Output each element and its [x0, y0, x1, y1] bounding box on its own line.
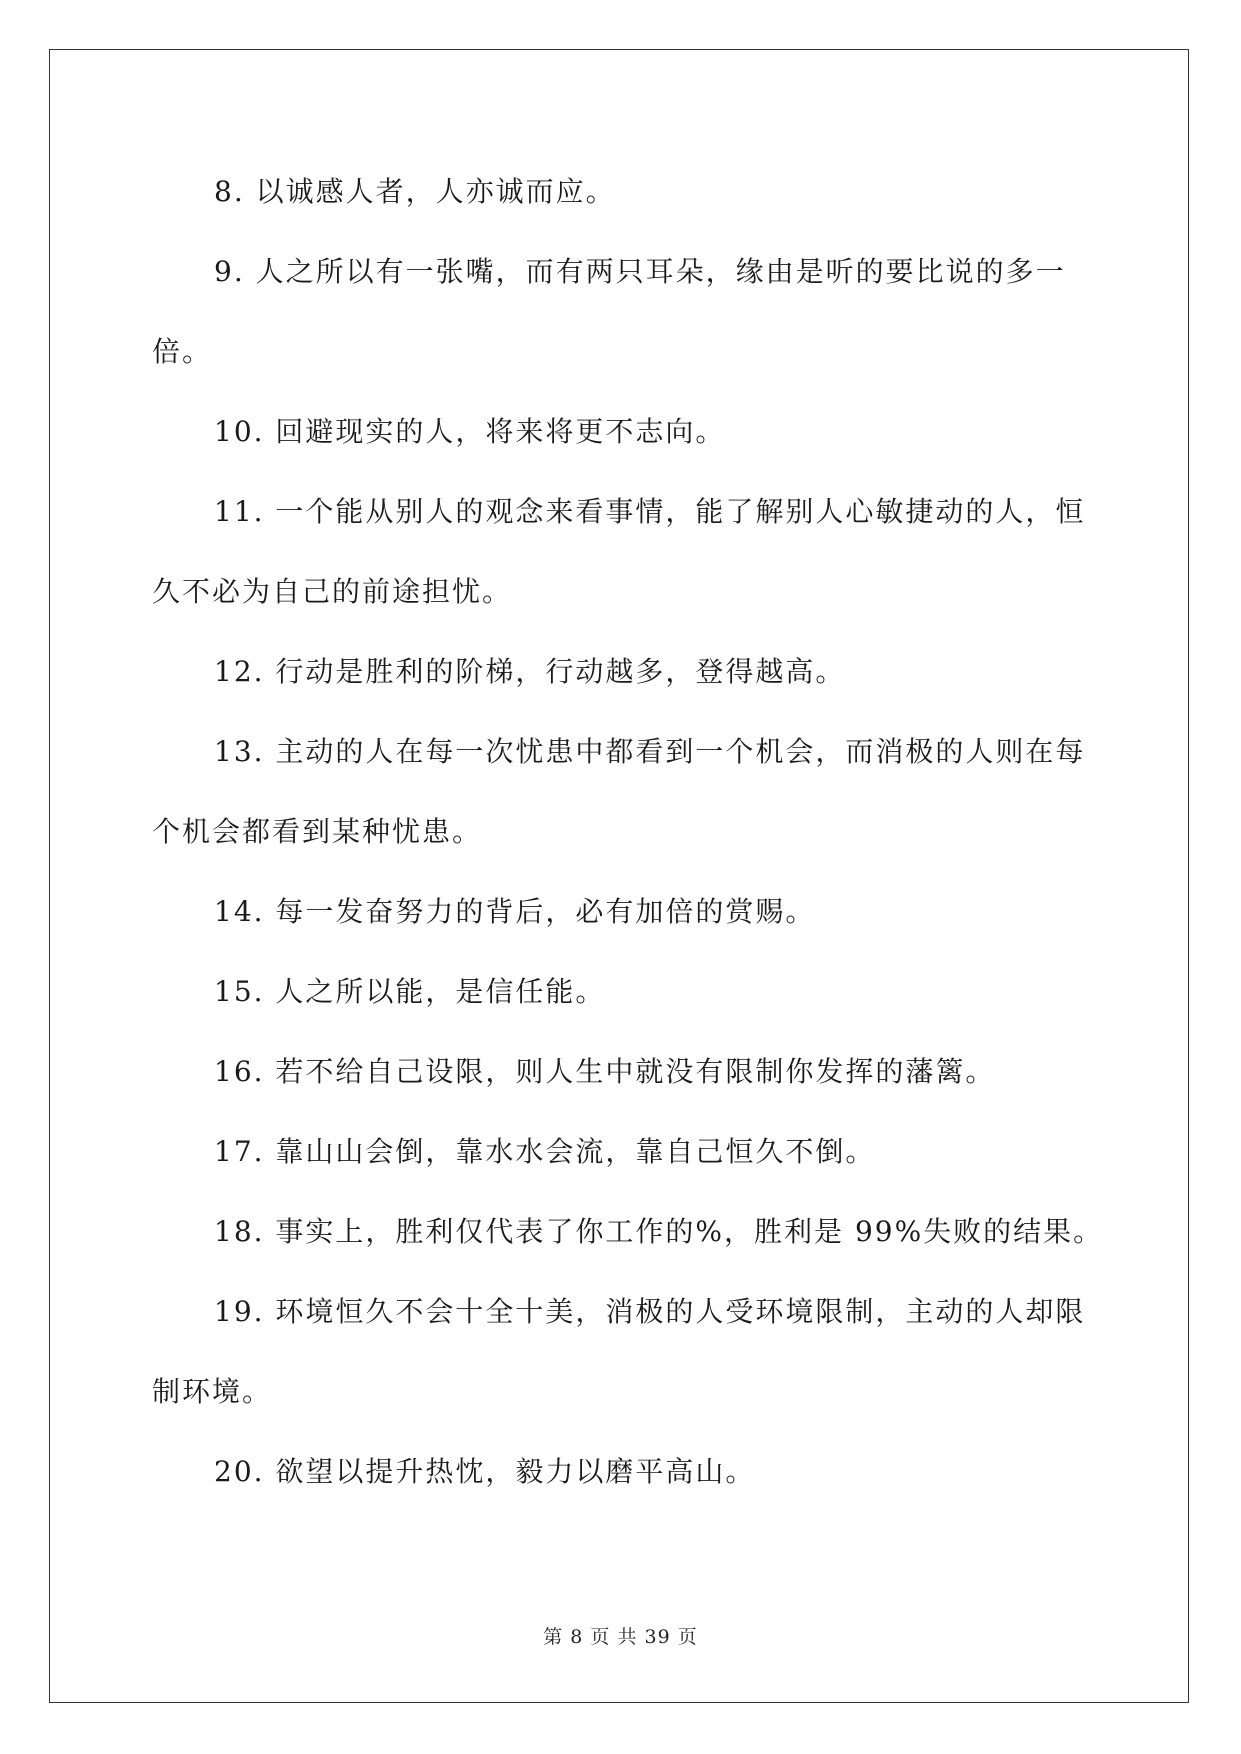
- quote-paragraph: 16. 若不给自己设限，则人生中就没有限制你发挥的藩篱。: [214, 1055, 996, 1088]
- quote-paragraph: 19. 环境恒久不会十全十美，消极的人受环境限制，主动的人却限制环境。: [152, 1295, 1086, 1408]
- quote-paragraph: 12. 行动是胜利的阶梯，行动越多，登得越高。: [214, 655, 846, 688]
- page-number-footer: 第 8 页 共 39 页: [543, 1626, 698, 1648]
- quote-paragraph: 9. 人之所以有一张嘴，而有两只耳朵，缘由是听的要比说的多一倍。: [152, 255, 1066, 368]
- quote-paragraph: 14. 每一发奋努力的背后，必有加倍的赏赐。: [214, 895, 816, 928]
- quote-paragraph: 13. 主动的人在每一次忧患中都看到一个机会，而消极的人则在每个机会都看到某种忧患。: [152, 735, 1086, 848]
- quote-paragraph: 18. 事实上，胜利仅代表了你工作的%，胜利是 99%失败的结果。: [214, 1215, 1104, 1248]
- document-body: [152, 152, 1112, 1512]
- quote-paragraph: 8. 以诚感人者，人亦诚而应。: [214, 175, 616, 208]
- quote-paragraph: 10. 回避现实的人，将来将更不志向。: [214, 415, 726, 448]
- quote-paragraph: 17. 靠山山会倒，靠水水会流，靠自己恒久不倒。: [214, 1135, 876, 1168]
- quote-paragraph: 11. 一个能从别人的观念来看事情，能了解别人心敏捷动的人，恒久不必为自己的前途担忧。: [152, 495, 1086, 608]
- quote-paragraph: 15. 人之所以能，是信任能。: [214, 975, 606, 1008]
- quote-paragraph: 20. 欲望以提升热忱，毅力以磨平高山。: [214, 1455, 756, 1488]
